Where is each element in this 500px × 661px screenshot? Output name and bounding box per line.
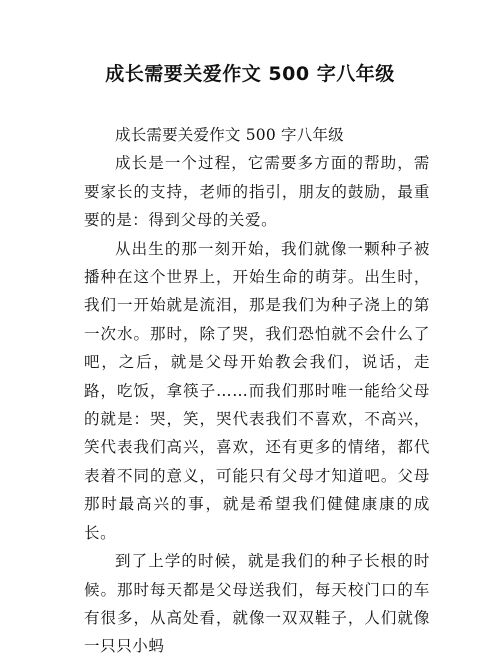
paragraph-birth: 从出生的那一刻开始，我们就像一颗种子被播种在这个世界上，开始生命的萌芽。出生时，我们一开始就是流泪，那是我们为种子浇上的第一次水。那时，除了哭，我们恐怕就不会什么了吧，之后，就是父母开始教会我们，说话，走路，吃饭，拿筷子……而我们那时唯一能给父母的就是：哭，笑，哭代表我们不喜欢，不高兴，笑代表我们高兴，喜欢，还有更多的情绪，都代表着不同的意义，可能只有父母才知道吧。父母那时最高兴的事，就是希望我们健健康康的成长。 — [84, 239, 430, 542]
paragraph-school: 到了上学的时候，就是我们的种子长根的时候。那时每天都是父母送我们，每天校门口的车有很多，从高处看，就像一双双鞋子，人们就像一只只小蚂 — [84, 552, 430, 656]
document-body — [84, 121, 430, 661]
document-title: 成长需要关爱作文 500 字八年级 — [105, 63, 395, 85]
paragraph-intro: 成长是一个过程，它需要多方面的帮助，需要家长的支持，老师的指引，朋友的鼓励，最重要的是：得到父母的关爱。 — [84, 154, 430, 230]
document-subtitle: 成长需要关爱作文 500 字八年级 — [115, 126, 344, 144]
